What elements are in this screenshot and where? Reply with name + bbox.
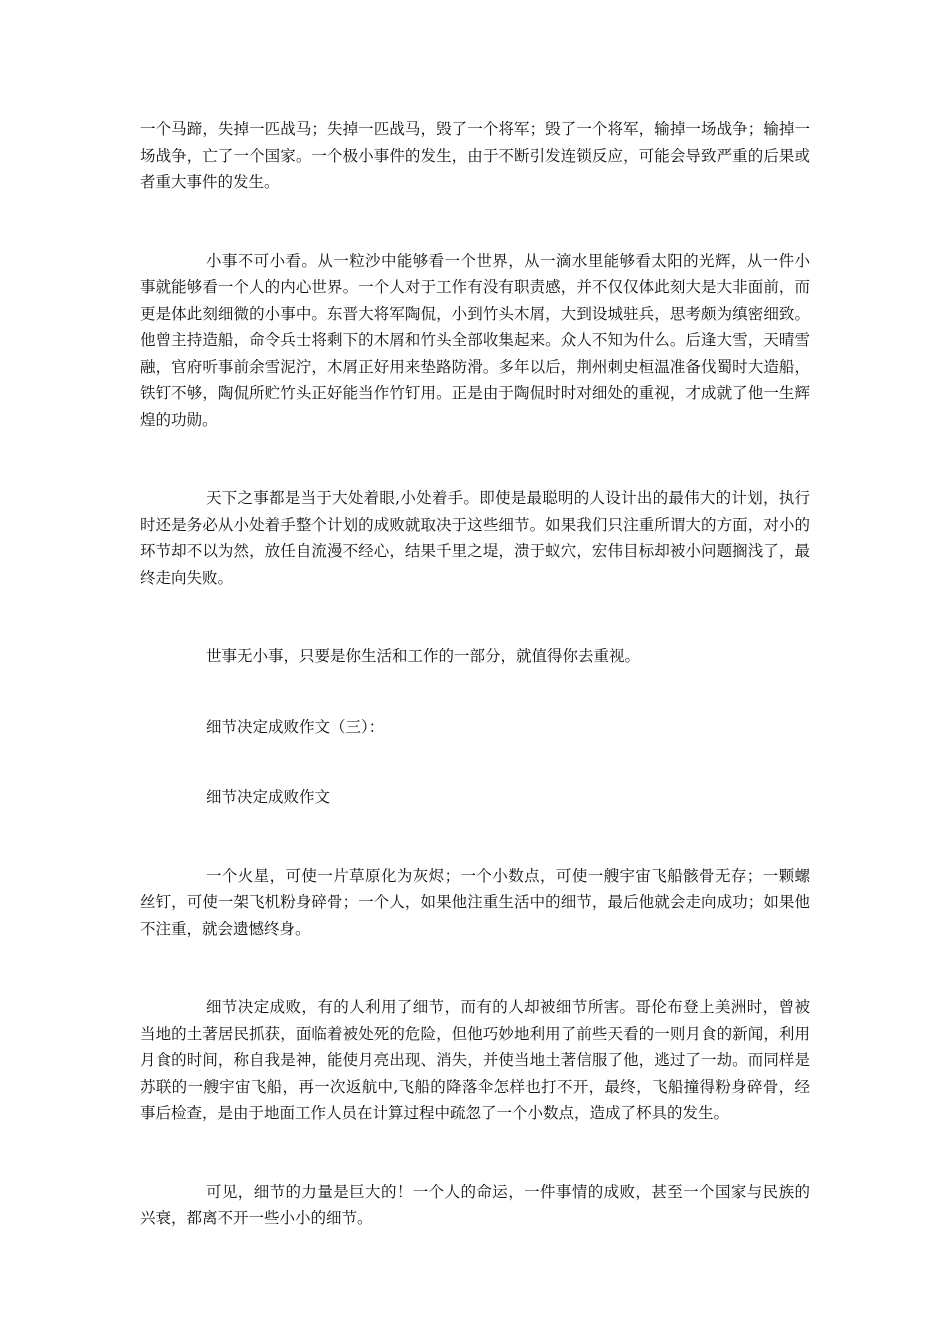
paragraph-7: 可见，细节的力量是巨大的！一个人的命运，一件事情的成败，甚至一个国家与民族的兴衰，都离不开一些小小的细节。 — [140, 1182, 810, 1227]
article-title: 细节决定成败作文 — [206, 788, 331, 806]
section-heading: 细节决定成败作文（三）： — [206, 717, 385, 736]
paragraph-3: 天下之事都是当于大处着眼,小处着手。即使是最聪明的人设计出的最伟大的计划，执行时还是务必从小处着手整个计划的成败就取决于这些细节。如果我们只注重所谓大的方面，对小的环节却不以为然，放任自流漫不经心，结果千里之堤，溃于蚁穴，宏伟目标却被小问题搁浅了，最终走向失败。 — [140, 489, 810, 587]
paragraph-2: 小事不可小看。从一粒沙中能够看一个世界，从一滴水里能够看太阳的光辉，从一件小事就能够看一个人的内心世界。一个人对于工作有没有职责感，并不仅仅体此刻大是大非面前，而更是体此刻细微的小事中。东晋大将军陶侃，小到竹头木屑，大到设城驻兵，思考颇为缜密细致。他曾主持造船，命令兵士将剩下的木屑和竹头全部收集起来。众人不知为什么。后逢大雪，天晴雪融，官府听事前余雪泥泞，木屑正好用来垫路防滑。多年以后，荆州刺史桓温准备伐蜀时大造船，铁钉不够，陶侃所贮竹头正好能当作竹钉用。正是由于陶侃时时对细处的重视，才成就了他一生辉煌的功勋。 — [140, 251, 810, 429]
paragraph-6: 细节决定成败，有的人利用了细节，而有的人却被细节所害。哥伦布登上美洲时，曾被当地的土著居民抓获，面临着被处死的危险，但他巧妙地利用了前些天看的一则月食的新闻，利用月食的时间，称自我是神，能使月亮出现、消失，并使当地土著信服了他，逃过了一劫。而同样是苏联的一艘宇宙飞船，再一次返航中,飞船的降落伞怎样也打不开，最终，飞船撞得粉身碎骨，经事后检查，是由于地面工作人员在计算过程中疏忽了一个小数点，造成了杯具的发生。 — [140, 998, 810, 1122]
paragraph-5: 一个火星，可使一片草原化为灰烬；一个小数点，可使一艘宇宙飞船骸骨无存；一颗螺丝钉，可使一架飞机粉身碎骨；一个人，如果他注重生活中的细节，最后他就会走向成功；如果他不注重，就会遗憾终身。 — [140, 866, 810, 938]
paragraph-1: 一个马蹄，失掉一匹战马；失掉一匹战马，毁了一个将军；毁了一个将军，输掉一场战争；输掉一场战争，亡了一个国家。一个极小事件的发生，由于不断引发连锁反应，可能会导致严重的后果或者重大事件的发生。 — [140, 120, 810, 191]
document-page — [140, 116, 810, 1232]
paragraph-4: 世事无小事，只要是你生活和工作的一部分，就值得你去重视。 — [206, 647, 641, 665]
